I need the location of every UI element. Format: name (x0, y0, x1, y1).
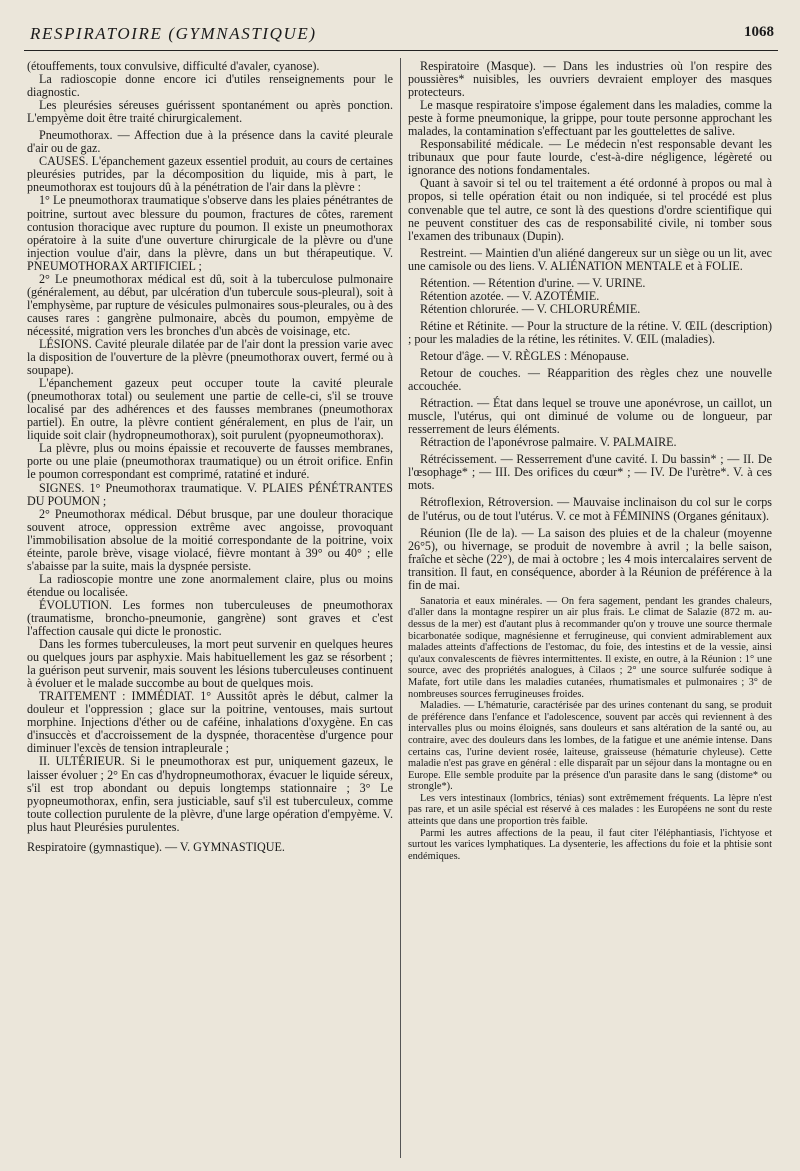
paragraph: Sanatoria et eaux minérales. — On fera sagement, pendant les grandes chaleurs, d'aller dans la montagne respirer un air plus frais. Le climat de Salazie (872 m. au-dessus de la mer) est d'autant plus à recommander qu'on y trouve une source thermale bicarbonatée sodique, magnésienne et ferrugineuse, qui convient admirablement aux malades atteints d'affections de l'estomac, du foie, des intestins et de la vessie, ainsi qu'aux convalescents de fièvres intermittentes. Il existe, en outre, à la Réunion : 1° une source, avec des propriétés analogues, à Cilaos ; 2° une source sulfurée sodique à Mafate, fort utile dans les maladies cutanées, rhumatismales et pulmonaires ; 3° de nombreuses sources ferrugineuses froides. (408, 595, 772, 700)
paragraph: Rétention azotée. — V. AZOTÉMIE. (420, 288, 600, 303)
left-column (27, 60, 393, 1160)
paragraph: Retour d'âge. — V. RÈGLES : Ménopause. (420, 348, 629, 363)
paragraph: Rétraction de l'aponévrose palmaire. V. PALMAIRE. (420, 435, 677, 450)
paragraph: Responsabilité médicale. — Le médecin n'est responsable devant les tribunaux que pour faute lourde, c'est-à-dire négligence, légèreté ou ignorance des notions fondamentales. (408, 137, 772, 178)
paragraph: SIGNES. 1° Pneumothorax traumatique. V. PLAIES PÉNÉTRANTES DU POUMON ; (27, 480, 393, 508)
paragraph: La radioscopie montre une zone anormalement claire, plus ou moins étendue ou localisée. (27, 571, 393, 599)
running-head: RESPIRATOIRE (GYMNASTIQUE) (30, 24, 317, 43)
paragraph: Parmi les autres affections de la peau, il faut citer l'éléphantiasis, l'ichtyose et surtout les varices lymphatiques. La dysenterie, les affections du foie et la phtisie sont endémiques. (408, 827, 772, 862)
paragraph: Rétention chlorurée. — V. CHLORURÉMIE. (420, 301, 641, 316)
paragraph: LÉSIONS. Cavité pleurale dilatée par de l'air dont la pression varie avec la disposition de l'ouverture de la plèvre (pneumothorax ouvert, fermé ou à soupape). (27, 336, 393, 378)
paragraph: Réunion (Ile de la). — La saison des pluies et de la chaleur (moyenne 26°5), ou hivernage, se produit de novembre à avril ; la belle saison, fraîche et sèche (22°), de mai à octobre ; les 4 mois intercalaires servent de transition. Il faut, en conséquence, aborder à la Réunion de préférence à la fin de mai. (408, 525, 772, 592)
paragraph: Pneumothorax. — Affection due à la présence dans la cavité pleurale d'air ou de gaz. (27, 128, 393, 156)
paragraph: Rétention. — Rétention d'urine. — V. URINE. (420, 275, 646, 290)
paragraph: Rétroflexion, Rétroversion. — Mauvaise inclinaison du col sur le corps de l'utérus, ou de tout l'utérus. V. ce mot à FÉMININS (Organes génitaux). (408, 495, 772, 523)
paragraph: Restreint. — Maintien d'un aliéné dangereux sur un siège ou un lit, avec une camisole ou des liens. V. ALIÉNATION MENTALE et à FOLIE. (408, 245, 772, 273)
column-divider (400, 58, 401, 1158)
paragraph: II. ULTÉRIEUR. Si le pneumothorax est pur, uniquement gazeux, le laisser évoluer ; 2° En cas d'hydropneumothorax, évacuer le liquide séreux, s'il est trop abondant ou depuis longtemps stationnaire ; 3° Le pyopneumothorax, enfin, sera justiciable, sauf s'il est tuberculeux, comme toute collection purulente de la plèvre, d'une large opération d'empyème. V. plus haut Pleurésies purulentes. (27, 754, 393, 834)
page-number: 1068 (744, 24, 774, 40)
paragraph: TRAITEMENT : IMMÉDIAT. 1° Aussitôt après le début, calmer la douleur et l'oppression ; glace sur la poitrine, ventouses, mais surtout morphine. Injections d'éther ou de caféine, inhalations d'oxygène. En cas d'insuccès et d'accroissement de la dyspnée, thoracentèse d'urgence pour diminuer l'excès de tension intrapleurale ; (27, 689, 393, 756)
paragraph: Rétraction. — État dans lequel se trouve une aponévrose, un caillot, un muscle, l'utérus, qui ont diminué de volume ou de longueur, par resserrement de leurs éléments. (408, 396, 772, 437)
paragraph: Rétine et Rétinite. — Pour la structure de la rétine. V. ŒIL (description) ; pour les maladies de la rétine, les rétinites. V. ŒIL (maladies). (408, 318, 772, 346)
paragraph: CAUSES. L'épanchement gazeux essentiel produit, au cours de certaines pleurésies putrides, par la décomposition du liquide, mis à part, le pneumothorax est toujours dû à la pénétration de l'air dans la plèvre : (27, 154, 393, 195)
paragraph: Respiratoire (gymnastique). — V. GYMNASTIQUE. (27, 839, 285, 854)
right-column (408, 60, 772, 1160)
paragraph: Le masque respiratoire s'impose également dans les maladies, comme la peste à forme pneumonique, la grippe, pour toute personne approchant les malades, la contamination s'effectuant par les gouttelettes de salive. (408, 98, 772, 139)
paragraph: Quant à savoir si tel ou tel traitement a été ordonné à propos ou mal à propos, si telle opération était ou non indiquée, si tel procédé est plus convenable que tel autre, ce sont là des questions d'ordre scientifique qui ne peuvent constituer des cas de responsabilité civile, ni tomber sous l'examen des tribunaux (Dupin). (408, 176, 772, 243)
paragraph: La radioscopie donne encore ici d'utiles renseignements pour le diagnostic. (27, 72, 393, 100)
paragraph: Rétrécissement. — Resserrement d'une cavité. I. Du bassin* ; — II. De l'œsophage* ; — III. Des orifices du cœur* ; — IV. De l'urètre*. V. à ces mots. (408, 452, 772, 493)
paragraph: 2° Pneumothorax médical. Début brusque, par une douleur thoracique souvent atroce, oppression extrême avec angoisse, provoquant l'immobilisation absolue de la moitié correspondante de la poitrine, voix éteinte, parole brève, visage violacé, fièvre montant à 39° ou 40° ; elle s'abaisse par la suite, mais la dyspnée persiste. (27, 506, 393, 573)
paragraph: Les pleurésies séreuses guérissent spontanément ou après ponction. L'empyème doit être traité chirurgicalement. (27, 98, 393, 126)
paragraph: Maladies. — L'hématurie, caractérisée par des urines contenant du sang, se produit de préférence dans l'enfance et l'adolescence, souvent par accès qui reviennent à des intervalles plus ou moins éloignés, sans douleurs et sans altération de la santé ou, au contraire, avec des douleurs dans les lombes, de la fatigue et une anémie intense. Dans certains cas, l'urine devient rosée, laiteuse, graisseuse (hématurie chyleuse). Cette maladie n'est pas grave en général : elle disparaît par un séjour dans la montagne ou en Europe. Elle semble produite par la présence d'un parasite dans le sang (distome* ou strongle*). (408, 700, 772, 793)
paragraph: Dans les formes tuberculeuses, la mort peut survenir en quelques heures ou quelques jours par asphyxie. Mais habituellement les gaz se résorbent ; la guérison peut survenir, mais souvent les lésions tuberculeuses continuent à évoluer et le malade succombe au bout de quelques mois. (27, 637, 393, 691)
paragraph: La plèvre, plus ou moins épaissie et recouverte de fausses membranes, porte ou une plaie (pneumothorax traumatique) ou un étroit orifice. Enfin le poumon correspondant est comprimé, ratatiné et induré. (27, 441, 393, 482)
paragraph: ÉVOLUTION. Les formes non tuberculeuses de pneumothorax (traumatisme, broncho-pneumonie, gangrène) sont graves et c'est l'affection causale qui dicte le pronostic. (27, 597, 393, 639)
paragraph: L'épanchement gazeux peut occuper toute la cavité pleurale (pneumothorax total) ou seulement une partie de celle-ci, s'il se trouve localisé par des adhérences et des fausses membranes (pneumothorax partiel). En outre, la plèvre contient généralement, en plus de l'air, un liquide soit clair (hydropneumothorax), soit purulent (pyopneumothorax). (27, 376, 393, 443)
page-header (24, 14, 778, 51)
paragraph: (étouffements, toux convulsive, difficulté d'avaler, cyanose). (27, 60, 320, 73)
paragraph: Respiratoire (Masque). — Dans les industries où l'on respire des poussières* nuisibles, les ouvriers devraient employer des masques protecteurs. (408, 60, 772, 100)
paragraph: Retour de couches. — Réapparition des règles chez une nouvelle accouchée. (408, 366, 772, 394)
paragraph: 2° Le pneumothorax médical est dû, soit à la tuberculose pulmonaire (généralement, au début, par ulcération d'un tubercule sous-pleural), soit à l'emphysème, par rupture de vésicules pulmonaires sous-pleurales, ou à des causes rares : gangrène pulmonaire, abcès du poumon, empyème de nécessité, migration vers les bronches d'un abcès de voisinage, etc. (27, 271, 393, 338)
paragraph: 1° Le pneumothorax traumatique s'observe dans les plaies pénétrantes de poitrine, surtout avec blessure du poumon, fractures de côtes, rarement contusion thoracique avec rupture du poumon. Il existe un pneumothorax opératoire à la suite d'une ouverture chirurgicale de la plèvre ou d'une injection voulue d'air, dans la plèvre, dans un but thérapeutique. V. PNEUMOTHORAX ARTIFICIEL ; (27, 193, 393, 273)
paragraph: Les vers intestinaux (lombrics, ténias) sont extrêmement fréquents. La lèpre n'est pas rare, et un asile spécial est réservé à ces malades : les Européens ne sont du reste atteints que dans une proportion très faible. (408, 792, 772, 828)
